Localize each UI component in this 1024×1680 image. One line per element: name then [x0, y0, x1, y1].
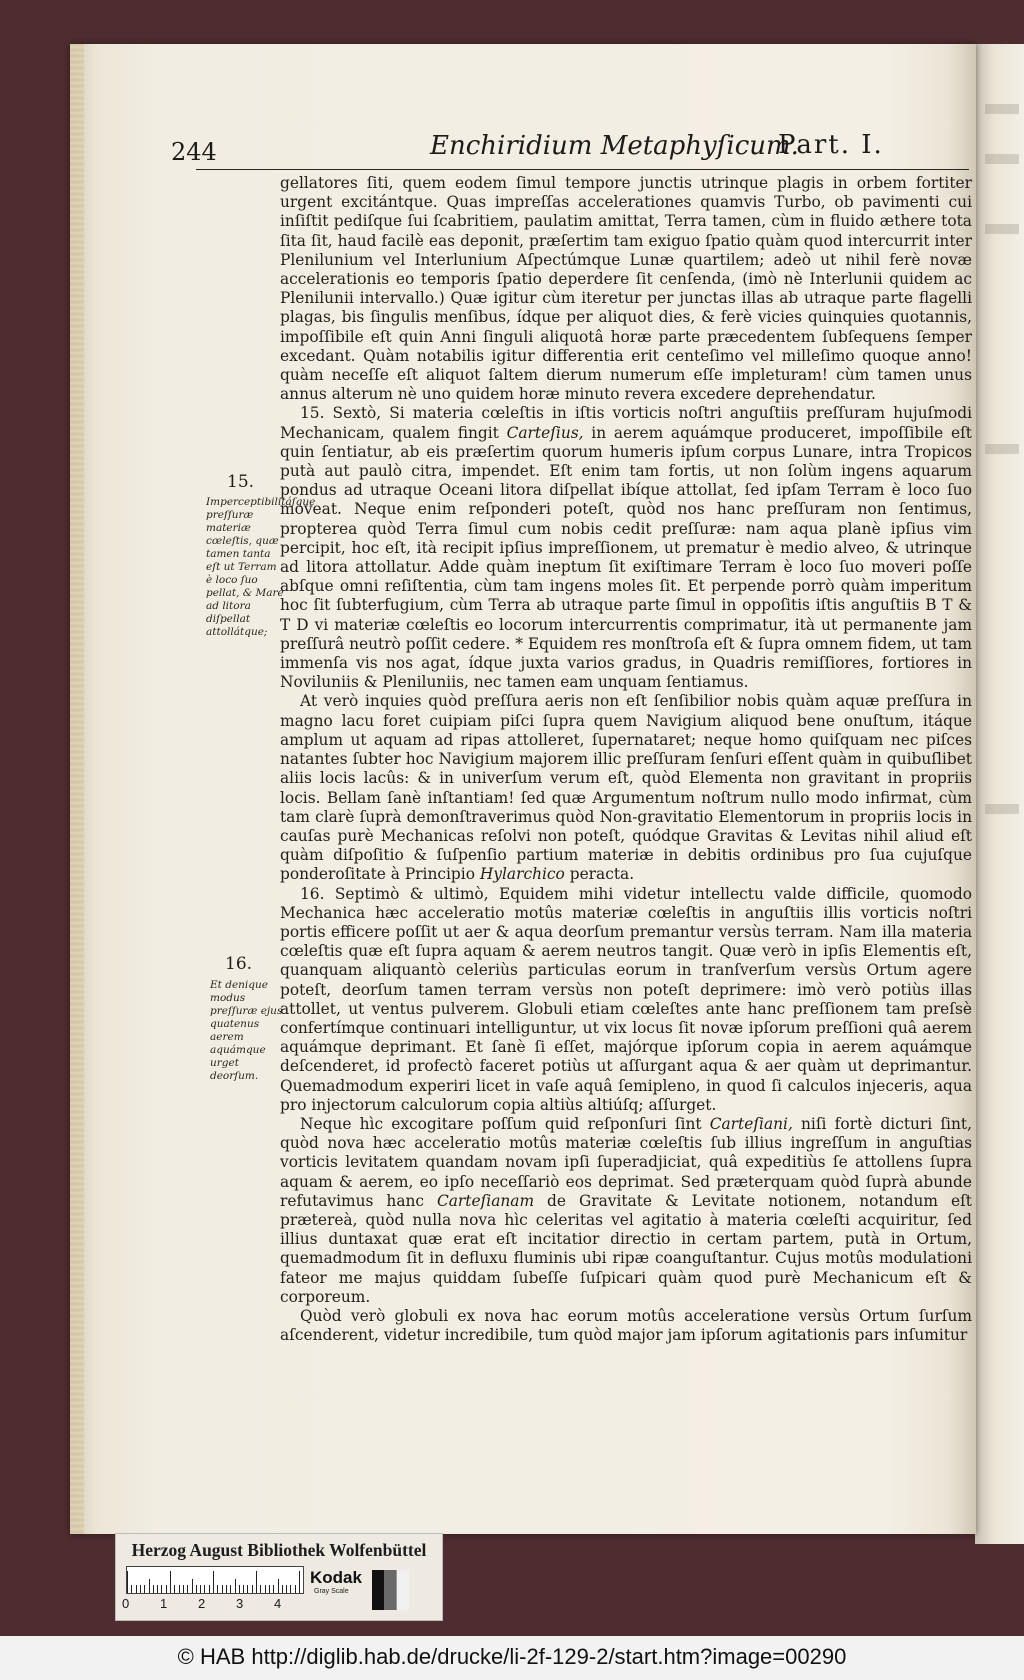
gray-scale-label: Gray Scale	[314, 1588, 349, 1595]
ruler-tick	[278, 1579, 279, 1593]
page-number: 244	[171, 138, 217, 166]
ruler-tick	[222, 1585, 223, 1593]
copyright-footer	[0, 1636, 1024, 1680]
ruler-tick	[136, 1585, 137, 1593]
ruler-tick	[299, 1571, 300, 1593]
ruler-label: 3	[236, 1596, 244, 1611]
ruler-tick	[161, 1585, 162, 1593]
paragraph: Neque hìc excogitare poſſum quid reſponſuri ſint Carteſiani, niſi fortè dicturi ſint, quòd nova hæc acceleratio motûs materiæ cœleſtis ſub illius ingreſſum in anguſtias vorticis levitatem quandam novam ipſi ſuperadjiciat, quâ expeditiùs ſe attollens ſupra aquam & aerem, eo ipſo neceſſariò eos deprimat. Sed præterquam quòd ſuprà abunde refutavimus hanc Carteſianam de Gravitate & Levitate notionem, notandum eſt prætereà, quòd nulla nova hìc celeritas vel agitatio à materia cœleſti acquiritur, ſed illius duntaxat quæ erat eſt incitatior directio in certam partem, putà in Ortum, quemadmodum ſit in defluxu fluminis ubi ripæ coanguſtantur. Cujus motûs modulationi fateor me majus quiddam ſubeſſe ſuſpicari quàm quod purè Mechanicum eſt & corporeum.	[280, 1114, 972, 1306]
ruler-tick	[269, 1585, 270, 1593]
ruler-tick	[187, 1585, 188, 1593]
margin-section-number-16: 16.	[225, 954, 253, 974]
ruler-tick	[196, 1585, 197, 1593]
scale-ruler	[126, 1566, 304, 1594]
gray-scale-patches	[372, 1570, 408, 1610]
paragraph: Quòd verò globuli ex nova hac eorum motûs acceleratione versùs Ortum ſurſum aſcenderent, videtur incredibile, tum quòd major jam ipſorum agitationis pars inſumitur	[280, 1306, 972, 1345]
ruler-tick	[235, 1579, 236, 1593]
ruler-tick	[127, 1571, 128, 1593]
paragraph: gellatores ſiti, quem eodem ſimul tempore junctis utrinque plagis in orbem fortiter urgent excitántque. Quas impreſſas accelerationes quamvis Turbo, ob pavimenti cui inſiſtit pediſque ſui ſcabritiem, paulatim amittat, Terra tamen, cùm in fluido æthere tota ſita ſit, haud facilè eas deponit, præſertim tam exiguo ſpatio quàm quod intercurrit inter Plenilunium vel Interlunium Aſpectúmque Lunæ quartilem; adeò ut nihil ferè novæ accelerationis eo temporis ſpatio deperdere ſit cenſenda, (imò nè Interlunii quidem ac Plenilunii intervallo.) Quæ igitur cùm iteretur per junctas illas ab utraque parte flagelli plagas, bis ſingulis menſibus, ídque per aliquot dies, & ferè vicies quinquies quotannis, impoſſibile eſt quin Anni ſinguli aliquotâ horæ parte præcedentem ſubſequens ſemper excedant. Quàm notabilis igitur differentia erit centeſimo vel milleſimo quoque anno! quàm neceſſe eſt aliquot ſaltem dierum numerum eſſe impleturam! cùm tamen unus annus alterum nè uno quidem horæ minuto revera excedere deprehendatur.	[280, 174, 972, 404]
part-label: Part. I.	[778, 130, 884, 160]
ruler-tick	[153, 1585, 154, 1593]
proper-name: Hylarchico	[479, 865, 565, 884]
ruler-tick	[295, 1585, 296, 1593]
margin-note-16: Et denique modus preſſuræ ejus quatenus aerem aquámque urget deorſum.	[210, 979, 283, 1082]
copyright-link[interactable]: © HAB http://diglib.hab.de/drucke/li-2f-129-2/start.htm?image=00290	[177, 1644, 847, 1669]
ruler-tick	[213, 1571, 214, 1593]
proper-name: Carteſianam	[436, 1191, 535, 1210]
ruler-tick	[247, 1585, 248, 1593]
ruler-tick	[140, 1585, 141, 1593]
ruler-label: 2	[198, 1596, 206, 1611]
book-page	[70, 44, 976, 1534]
ruler-tick	[290, 1585, 291, 1593]
ruler-tick	[260, 1585, 261, 1593]
ruler-tick	[252, 1585, 253, 1593]
facing-page-edge	[975, 44, 1024, 1544]
paragraph: At verò inquies quòd preſſura aeris non eſt ſenſibilior nobis quàm aquæ preſſura in magno lacu foret cuipiam piſci ſupra quem Navigium aliquod bene onuſtum, itáque amplum ut aquam ad ripas attolleret, ſupernataret; neque homo quiſquam nec piſces natantes ſubter hoc Navigium majorem illic preſſuram ſenſuri eſſent quàm in quibuſlibet aliis locis lacûs: & in univerſum verum eſt, quòd Elementa non gravitant in propriis locis. Bellam ſanè inſtantiam! ſed quæ Argumentum noſtrum nullo modo infirmat, cùm tam clarè ſuprà demonſtraverimus quòd Non-gravitatio Elementorum in propriis locis in cauſas purè Mechanicas reſolvi non poteſt, quódque Gravitas & Levitas nihil aliud eſt quàm diſpoſitio & ſuſpenſio partium materiæ in debitis ordinibus pro ſua cujuſque ponderoſitate à Principio Hylarchico peracta.	[280, 692, 972, 884]
library-color-card	[115, 1533, 443, 1621]
ruler-tick	[200, 1585, 201, 1593]
library-name: Herzog August Bibliothek Wolfenbüttel	[131, 1540, 427, 1560]
ruler-tick	[226, 1585, 227, 1593]
ruler-tick	[192, 1579, 193, 1593]
margin-section-number-15: 15.	[227, 472, 255, 492]
ruler-label: 1	[160, 1596, 168, 1611]
margin-note-15: Imperceptibilitáſque preſſuræ materiæ cœleſtis, quæ tamen tanta eſt ut Terram è loco ſuo pellat, & Mare ad litora diſpellat attollátque;	[206, 496, 316, 638]
kodak-logo: Kodak	[310, 1568, 362, 1587]
ruler-label: 0	[122, 1596, 130, 1611]
ruler-tick	[149, 1579, 150, 1593]
paragraph: 16. Septimò & ultimò, Equidem mihi videtur intellectu valde difficile, quomodo Mechanica hæc acceleratio motûs materiæ cœleſtis in anguſtiis illis vorticis noſtri portis efficere poſſit ut aer & aqua deorſum premantur versùs terram. Nam illa materia cœleſtis quæ eſt ſupra aquam & aerem neutros tangit. Quæ verò in ipſis Elementis eſt, quanquam aliquantò celeriùs particulas eorum in tranſverſum versùs Ortum agere poteſt, deorſum tamen terram versùs non poteſt deprimere: imò verò potiùs illas attollet, ut ventus pulverem. Globuli etiam cœleſtes ante hanc preſſionem tam preſsè confertímque continuari intelliguntur, ut vix locus ſit novæ ipſorum preſſioni quâ aerem aquámque deprimant. Et ſanè ſi eſſet, majórque ipſorum copia in aerem aquámque deſcenderet, id profectò faceret potiùs ut aſſurgant aqua & aer quàm ut deprimantur. Quemadmodum experiri licet in vaſe aquâ ſemipleno, in quod ſi calculos injeceris, aqua pro injectorum calculorum copia altiùs altiúſq; aſſurget.	[280, 884, 972, 1114]
ruler-tick	[170, 1571, 171, 1593]
ruler-tick	[204, 1585, 205, 1593]
ruler-tick	[174, 1585, 175, 1593]
ruler-tick	[243, 1585, 244, 1593]
ruler-label: 4	[274, 1596, 282, 1611]
proper-name: Carteſiani,	[709, 1114, 793, 1133]
ruler-tick	[230, 1585, 231, 1593]
ruler-tick	[131, 1585, 132, 1593]
ruler-tick	[286, 1585, 287, 1593]
running-title: Enchiridium Metaphyſicum.	[430, 131, 799, 161]
ruler-tick	[157, 1585, 158, 1593]
ruler-tick	[183, 1585, 184, 1593]
ruler-tick	[166, 1585, 167, 1593]
proper-name: Carteſius,	[506, 423, 584, 442]
ruler-tick	[282, 1585, 283, 1593]
ruler-tick	[265, 1585, 266, 1593]
ruler-tick	[209, 1585, 210, 1593]
ruler-labels	[122, 1596, 312, 1612]
ruler-tick	[217, 1585, 218, 1593]
page-fore-edge	[70, 44, 84, 1534]
paragraph: 15. Sextò, Si materia cœleſtis in iſtis vorticis noſtri anguſtiis preſſuram hujuſmodi Mechanicam, qualem fingit Carteſius, in aerem aquámque produceret, impoſſibile eſt quin ſentiatur, ab eis præſertim quorum humeris ipſum corpus Lunare, intra Tropicos putà aut paulò citra, impendet. Eſt enim tam fortis, ut non ſolùm ingens aquarum pondus ad utraque Oceani litora diſpellat ibíque attollat, ſed ipſam Terram è loco ſuo moveat. Neque enim reſponderi poteſt, quòd nos hanc preſſuram non ſentimus, propterea quòd Terra ſimul cum nobis cedit preſſuræ: nam aqua planè ipſius vim percipit, hoc eſt, ità recipit ipſius impreſſionem, ut prematur è medio alveo, & utrinque ad litora attollatur. Adde quàm ineptum ſit exiſtimare Terram è loco ſuo moveri poſſe abſque omni reſiſtentia, cùm tam ingens moles ſit. Et perpende porrò quàm imperitum hoc ſit ſubterfugium, cùm Terra ab utraque parte ſimul in oppoſitis iſtis anguſtiis B T & T D vi materiæ cœleſtis eo locorum intercurrentis comprimatur, ità ut permanente jam preſſurâ neutrò poſſit cedere. * Equidem res monſtroſa eſt & ſupra omnem fidem, ut tam immenſa vis nos agat, ídque juxta varios gradus, in Quadris remiſſiores, fortiores in Noviluniis & Pleniluniis, nec tamen eam unquam ſentiamus.	[280, 404, 972, 692]
ruler-tick	[273, 1585, 274, 1593]
body-text	[280, 174, 972, 1345]
ruler-tick	[179, 1585, 180, 1593]
ruler-tick	[256, 1571, 257, 1593]
ruler-tick	[239, 1585, 240, 1593]
ruler-tick	[144, 1585, 145, 1593]
